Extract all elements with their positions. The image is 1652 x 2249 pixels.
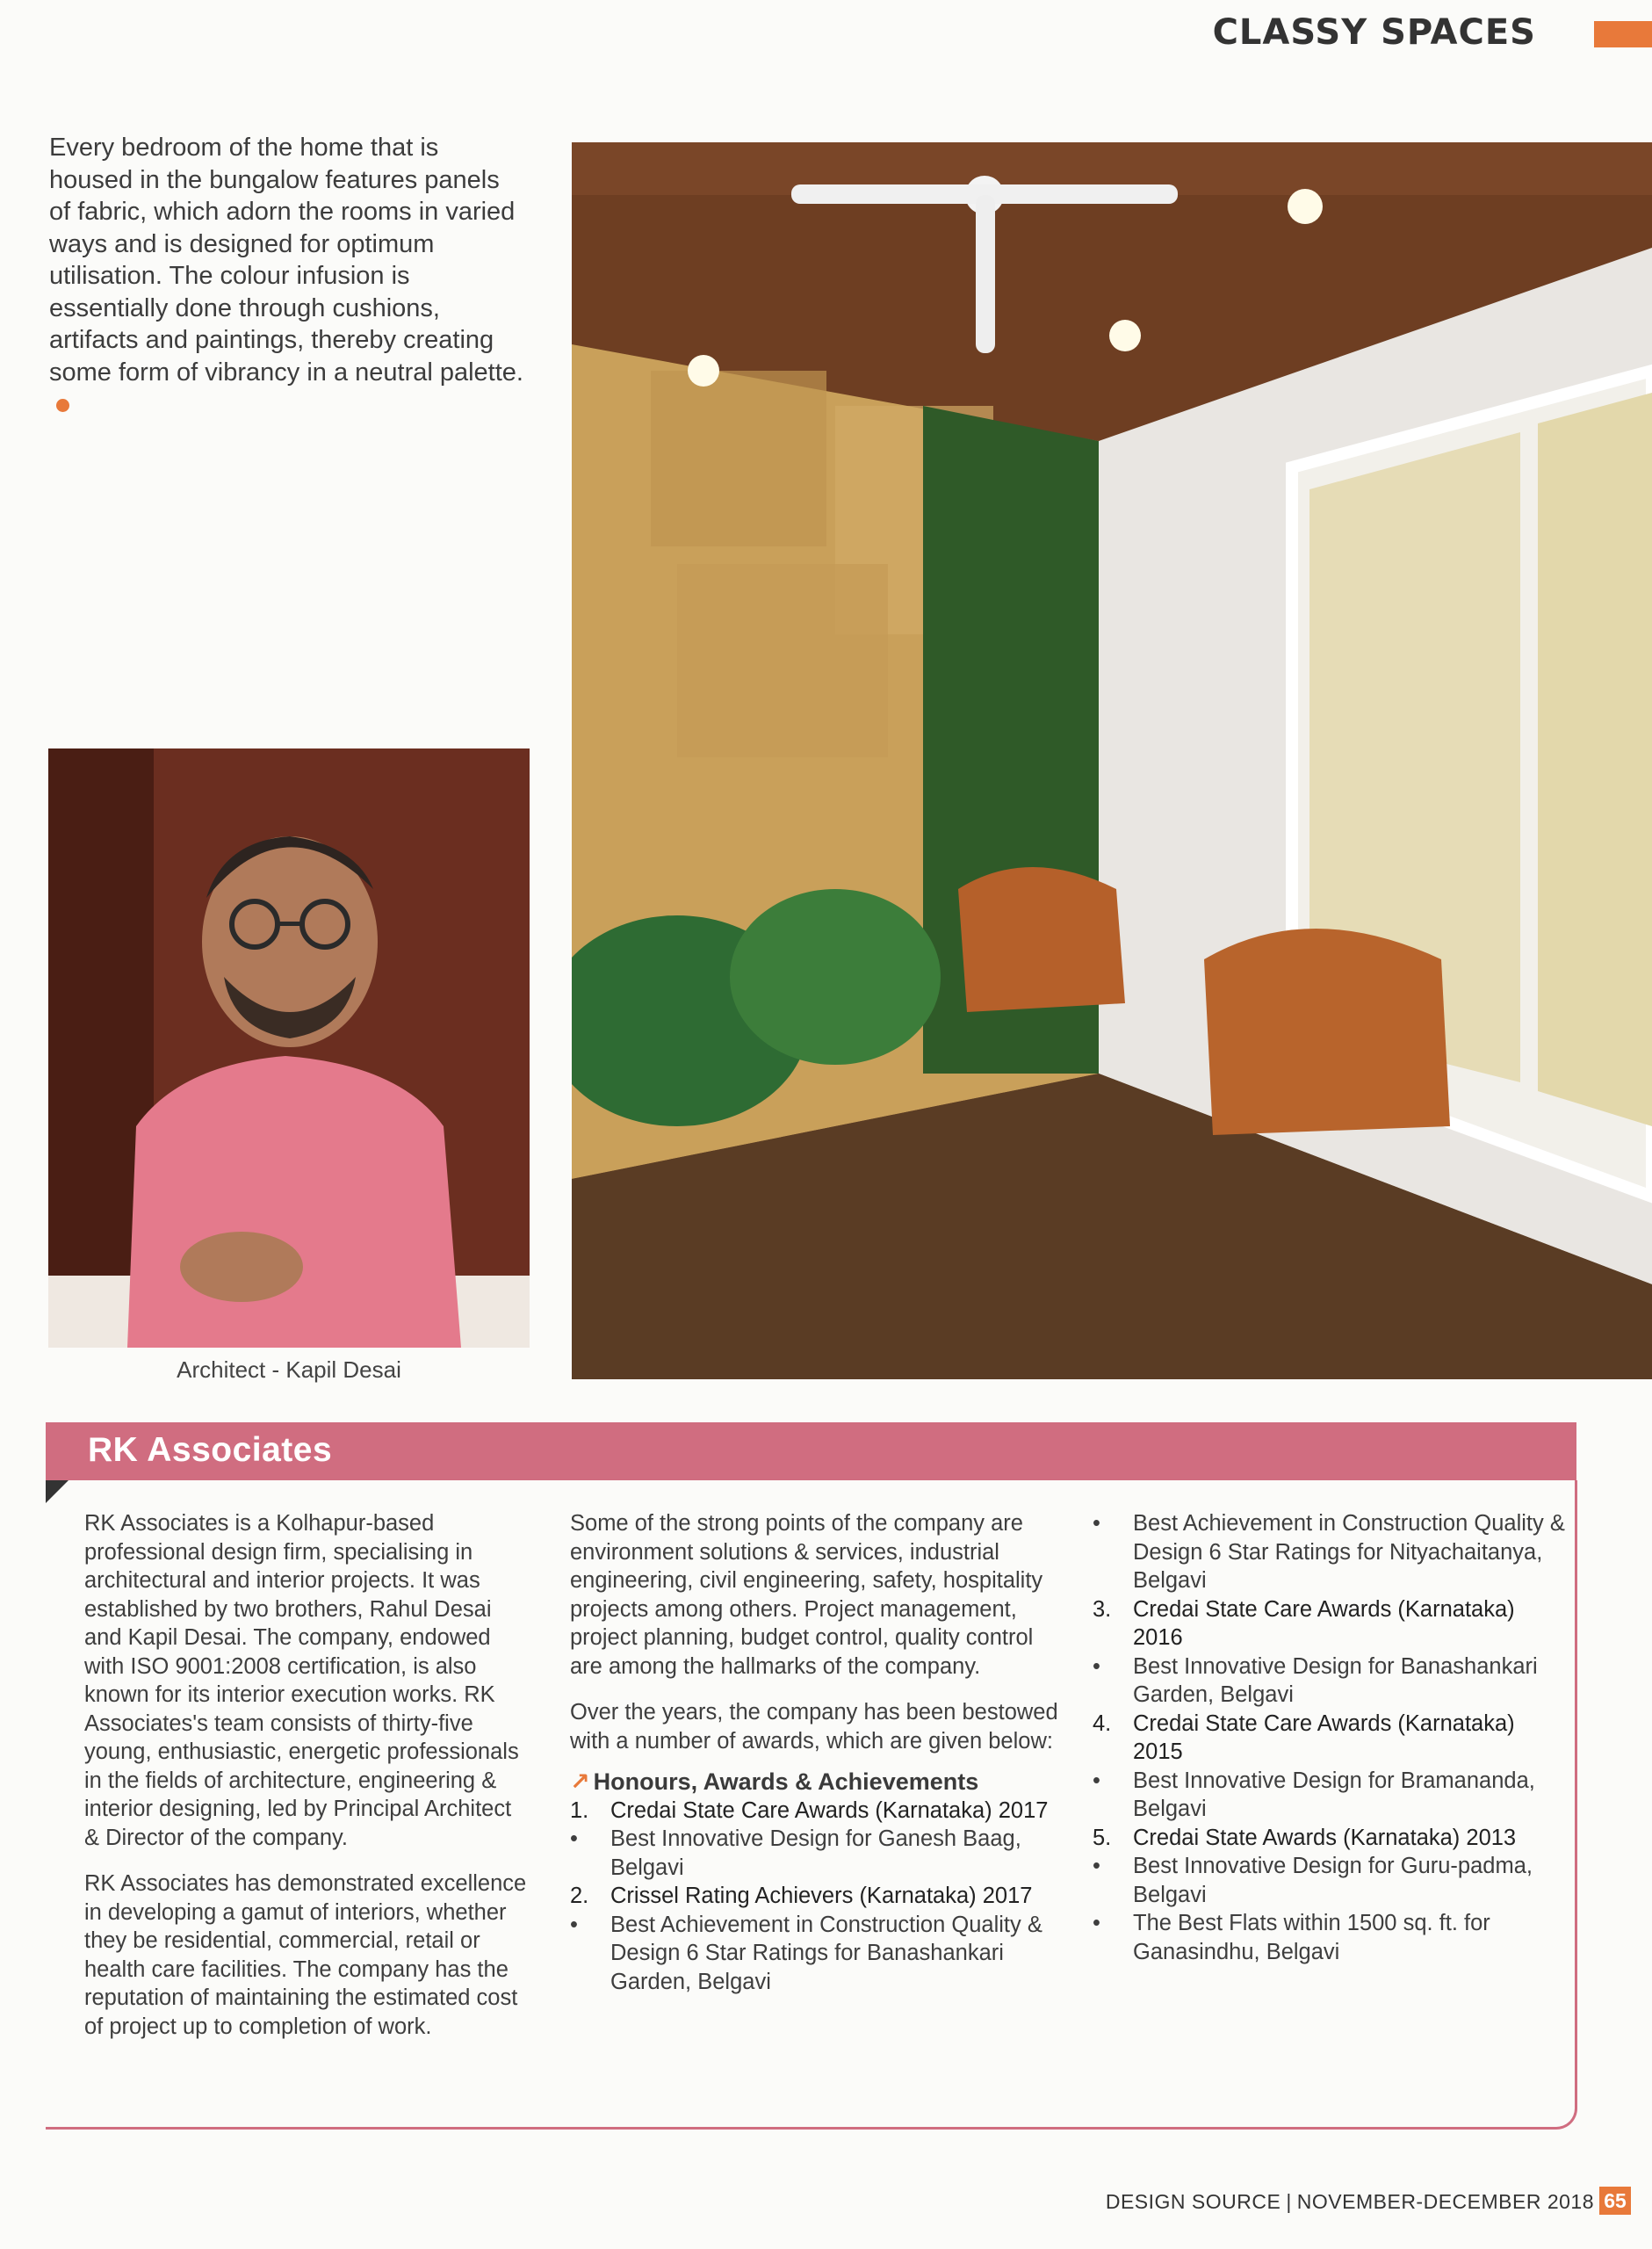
column-2: [570, 1509, 1060, 1996]
page-number: 65: [1599, 2187, 1631, 2215]
room-photo: [572, 142, 1652, 1379]
awards-list-part-2: [1093, 1509, 1567, 1966]
section-tag: CLASSY SPACES: [1212, 12, 1536, 53]
award-item: [1093, 1509, 1567, 1595]
award-title: [1093, 1824, 1567, 1853]
award-title: [570, 1797, 1060, 1826]
list-marker: •: [570, 1912, 578, 1937]
list-text: Best Innovative Design for Bramananda, Belgavi: [1133, 1768, 1535, 1821]
award-item: [570, 1825, 1060, 1882]
architect-portrait: [48, 748, 530, 1348]
list-text: Best Innovative Design for Ganesh Baag, Belgavi: [610, 1826, 1021, 1880]
intro-paragraph: [49, 132, 523, 421]
list-marker: 1.: [570, 1797, 589, 1823]
list-text: Best Achievement in Construction Quality & Design 6 Star Ratings for Banashankari Garden, Belgavi: [610, 1912, 1042, 1994]
list-text: Credai State Care Awards (Karnataka) 2017: [610, 1797, 1049, 1823]
award-item: [1093, 1767, 1567, 1824]
publication-name: DESIGN SOURCE: [1105, 2190, 1281, 2213]
list-marker: 4.: [1093, 1710, 1112, 1736]
col2-paragraph-1: Some of the strong points of the company are environment solutions & services, industrial engineering, civil engineering, safety, hospitality projects among others. Project management, project planning, budget control, quality control are among the hallmarks of the company.: [570, 1511, 1043, 1679]
awards-list-part-1: [570, 1797, 1060, 1997]
list-marker: •: [1093, 1511, 1100, 1536]
issue-date: NOVEMBER-DECEMBER 2018: [1296, 2190, 1594, 2213]
arrow-up-right-icon: ↗: [570, 1768, 590, 1795]
col1-paragraph-2: RK Associates has demonstrated excellence in developing a gamut of interiors, whether they be residential, commercial, retail or health care facilities. The company has the reputation of maintaining the estimated cost of project up to completion of work.: [84, 1871, 527, 2039]
col2-paragraph-2: Over the years, the company has been bestowed with a number of awards, which are given below:: [570, 1700, 1058, 1754]
list-marker: 3.: [1093, 1596, 1112, 1622]
rk-associates-header: [46, 1422, 1576, 1480]
list-text: The Best Flats within 1500 sq. ft. for Ganasindhu, Belgavi: [1133, 1911, 1490, 1964]
page-footer: DESIGN SOURCE | NOVEMBER-DECEMBER 2018: [1105, 2190, 1594, 2213]
intro-text: Every bedroom of the home that is housed in the bungalow features panels of fabric, which adorn the rooms in varied ways and is designed for optimum utilisation. The colour infusion is essentially done through cushions, artifacts and paintings, thereby creating some form of vibrancy in a neutral palette.: [49, 134, 523, 387]
rk-associates-title: RK Associates: [88, 1431, 333, 1469]
list-text: Crissel Rating Achievers (Karnataka) 2017: [610, 1884, 1033, 1908]
column-3: [1093, 1509, 1567, 1966]
column-1: [84, 1509, 532, 2058]
award-title: [570, 1882, 1060, 1911]
list-text: Credai State Care Awards (Karnataka) 2016: [1133, 1596, 1515, 1650]
list-marker: •: [1093, 1854, 1100, 1878]
list-text: Best Innovative Design for Banashankari Garden, Belgavi: [1133, 1653, 1538, 1707]
list-text: Credai State Care Awards (Karnataka) 2015: [1133, 1710, 1515, 1764]
award-item: [1093, 1909, 1567, 1966]
award-item: [1093, 1852, 1567, 1909]
list-marker: 5.: [1093, 1825, 1112, 1850]
list-marker: •: [570, 1826, 578, 1851]
list-text: Best Innovative Design for Guru-padma, Belgavi: [1133, 1854, 1533, 1907]
portrait-caption: Architect - Kapil Desai: [177, 1356, 401, 1383]
list-marker: •: [1093, 1911, 1100, 1935]
award-title: [1093, 1595, 1567, 1652]
awards-heading: [570, 1768, 1060, 1797]
list-marker: 2.: [570, 1884, 589, 1908]
award-title: [1093, 1710, 1567, 1767]
list-text: Credai State Awards (Karnataka) 2013: [1133, 1825, 1517, 1850]
awards-heading-text: Honours, Awards & Achievements: [593, 1768, 979, 1795]
col1-paragraph-1: RK Associates is a Kolhapur-based professional design firm, specialising in architectural and interior projects. It was established by two brothers, Rahul Desai and Kapil Desai. The company, endowed with ISO 9001:2008 certification, is also known for its interior execution works. RK Associates's team consists of thirty-five young, enthusiastic, energetic professionals in the fields of architecture, engineering & interior designing, led by Principal Architect & Director of the company.: [84, 1511, 519, 1850]
list-text: Best Achievement in Construction Quality & Design 6 Star Ratings for Nityachaitanya, Belgavi: [1133, 1511, 1565, 1593]
list-marker: •: [1093, 1653, 1100, 1679]
section-accent-bar: [1594, 21, 1652, 47]
end-dot-icon: [56, 399, 69, 412]
list-marker: •: [1093, 1768, 1100, 1793]
award-item: [1093, 1652, 1567, 1710]
award-item: [570, 1911, 1060, 1997]
